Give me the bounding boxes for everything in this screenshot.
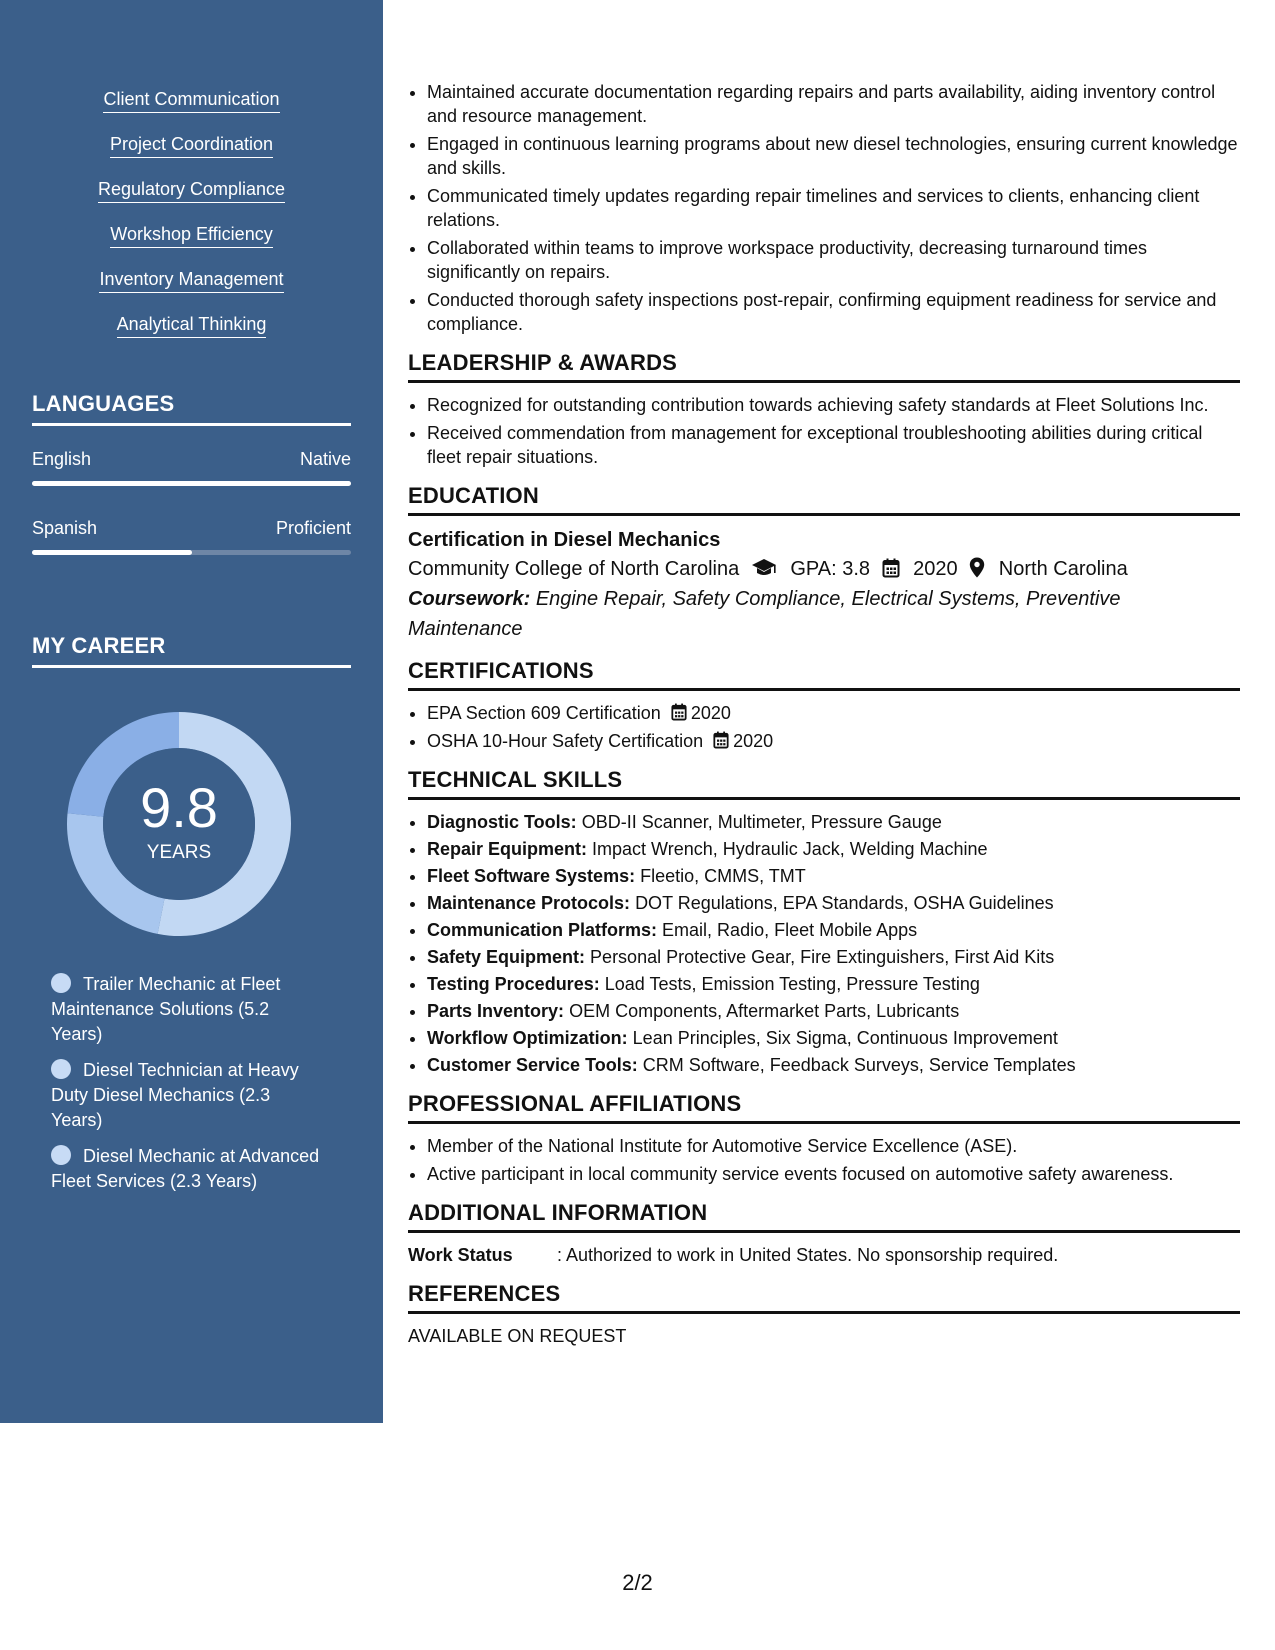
legend-dot-icon	[51, 1059, 71, 1079]
career-item	[51, 1058, 321, 1133]
technical-skills-list	[408, 810, 1240, 1077]
skill-item: Project Coordination	[110, 132, 273, 158]
education-gpa: GPA: 3.8	[790, 558, 871, 580]
skill-values: Email, Radio, Fleet Mobile Apps	[662, 920, 918, 940]
education-details	[408, 554, 1240, 584]
leadership-list	[408, 393, 1240, 469]
list-item	[427, 891, 1240, 915]
skill-values: CRM Software, Feedback Surveys, Service Templates	[642, 1055, 1076, 1075]
language-bar-fill	[32, 481, 351, 486]
skill-item: Inventory Management	[99, 267, 283, 293]
affiliations-list	[408, 1134, 1240, 1186]
skill-values: Lean Principles, Six Sigma, Continuous Improvement	[632, 1028, 1058, 1048]
skill-category: Customer Service Tools:	[427, 1055, 638, 1075]
list-item	[427, 972, 1240, 996]
section-title-technical-skills: TECHNICAL SKILLS	[408, 767, 1240, 800]
list-item: • Received commendation from management for exceptional troubleshooting abilities during critical fleet repair situations.	[427, 421, 1240, 469]
career-list	[51, 972, 321, 1205]
language-name: Spanish	[32, 518, 98, 538]
list-item	[427, 729, 1240, 753]
skill-values: DOT Regulations, EPA Standards, OSHA Guidelines	[635, 893, 1054, 913]
sidebar	[0, 0, 383, 1423]
list-item	[427, 1053, 1240, 1077]
certifications-list	[408, 701, 1240, 753]
skill-category: Communication Platforms:	[427, 920, 658, 940]
skill-category: Diagnostic Tools:	[427, 812, 577, 832]
list-item: • Active participant in local community service events focused on automotive safety awareness.	[427, 1162, 1240, 1186]
language-level: Native	[299, 449, 351, 469]
legend-dot-icon	[51, 973, 71, 993]
list-item	[427, 864, 1240, 888]
list-item: • Collaborated within teams to improve workspace productivity, decreasing turnaround times significantly on repairs.	[427, 236, 1240, 284]
skill-item: Regulatory Compliance	[98, 177, 285, 203]
references-text: AVAILABLE ON REQUEST	[408, 1326, 627, 1346]
section-title-additional-info: ADDITIONAL INFORMATION	[408, 1200, 1240, 1233]
skill-item: Analytical Thinking	[117, 312, 267, 338]
skill-values: OEM Components, Aftermarket Parts, Lubricants	[569, 1001, 960, 1021]
list-item	[427, 918, 1240, 942]
section-title-leadership: LEADERSHIP & AWARDS	[408, 350, 1240, 383]
career-item-text: Diesel Mechanic at Advanced Fleet Services (2.3 Years)	[51, 1146, 320, 1191]
skill-category: Maintenance Protocols:	[427, 893, 631, 913]
skill-item: Workshop Efficiency	[110, 222, 272, 248]
section-title-affiliations: PROFESSIONAL AFFILIATIONS	[408, 1091, 1240, 1124]
list-item: • Engaged in continuous learning programs about new diesel technologies, ensuring current knowledge and skills.	[427, 132, 1240, 180]
section-title-certifications: CERTIFICATIONS	[408, 658, 1240, 691]
career-heading: MY CAREER	[32, 633, 351, 668]
certification-name: EPA Section 609 Certification	[427, 703, 661, 723]
skill-values: OBD-II Scanner, Multimeter, Pressure Gauge	[581, 812, 942, 832]
section-title-references: REFERENCES	[408, 1281, 1240, 1314]
list-item	[427, 1026, 1240, 1050]
language-row	[32, 449, 351, 470]
skill-category: Fleet Software Systems:	[427, 866, 636, 886]
skill-values: Personal Protective Gear, Fire Extinguishers, First Aid Kits	[590, 947, 1055, 967]
education-coursework	[408, 584, 1240, 644]
career-item	[51, 972, 321, 1047]
experience-bullets	[408, 80, 1240, 336]
skill-item: Client Communication	[103, 87, 279, 113]
list-item	[427, 945, 1240, 969]
calendar-icon	[671, 703, 687, 721]
career-item-text: Trailer Mechanic at Fleet Maintenance Solutions (5.2 Years)	[51, 974, 281, 1044]
certification-year: 2020	[733, 731, 774, 751]
coursework-label: Coursework:	[408, 588, 531, 610]
list-item	[427, 999, 1240, 1023]
calendar-icon	[882, 558, 900, 578]
list-item	[427, 701, 1240, 725]
language-bar-fill	[32, 550, 192, 555]
map-pin-icon	[969, 557, 985, 578]
legend-dot-icon	[51, 1145, 71, 1165]
education-location: North Carolina	[998, 558, 1128, 580]
skill-category: Repair Equipment:	[427, 839, 588, 859]
language-name: English	[32, 449, 92, 469]
language-bar	[32, 481, 351, 486]
page-number: 2/2	[622, 1570, 653, 1595]
skill-values: Load Tests, Emission Testing, Pressure Testing	[604, 974, 980, 994]
career-total-unit: YEARS	[146, 842, 212, 863]
career-item	[51, 1144, 321, 1194]
language-level: Proficient	[275, 518, 351, 538]
work-status-label: Work Status	[408, 1245, 513, 1265]
main-content	[408, 80, 1240, 1348]
list-item	[427, 810, 1240, 834]
skill-category: Parts Inventory:	[427, 1001, 565, 1021]
list-item: • Conducted thorough safety inspections post-repair, confirming equipment readiness for service and compliance.	[427, 288, 1240, 336]
certification-name: OSHA 10-Hour Safety Certification	[427, 731, 704, 751]
skill-category: Safety Equipment:	[427, 947, 586, 967]
section-title-education: EDUCATION	[408, 483, 1240, 516]
graduation-cap-icon	[751, 558, 777, 578]
education-degree: Certification in Diesel Mechanics	[408, 529, 721, 551]
list-item: • Communicated timely updates regarding repair timelines and services to clients, enhancing client relations.	[427, 184, 1240, 232]
education-year: 2020	[913, 558, 958, 580]
career-total-value: 9.8	[140, 776, 218, 839]
list-item	[427, 837, 1240, 861]
calendar-icon	[713, 731, 729, 749]
work-status-value: : Authorized to work in United States. No sponsorship required.	[557, 1245, 1059, 1265]
career-donut-center	[67, 712, 291, 936]
skill-list	[0, 87, 383, 357]
coursework-value: Engine Repair, Safety Compliance, Electrical Systems, Preventive Maintenance	[408, 588, 1121, 640]
work-status-row	[408, 1243, 1240, 1267]
list-item: • Recognized for outstanding contribution towards achieving safety standards at Fleet Solutions Inc.	[427, 393, 1240, 417]
skill-values: Impact Wrench, Hydraulic Jack, Welding Machine	[592, 839, 988, 859]
skill-values: Fleetio, CMMS, TMT	[640, 866, 806, 886]
languages-heading: LANGUAGES	[32, 391, 351, 426]
education-school: Community College of North Carolina	[408, 558, 740, 580]
skill-category: Testing Procedures:	[427, 974, 600, 994]
language-bar	[32, 550, 351, 555]
list-item: • Member of the National Institute for Automotive Service Excellence (ASE).	[427, 1134, 1240, 1158]
career-item-text: Diesel Technician at Heavy Duty Diesel Mechanics (2.3 Years)	[51, 1060, 299, 1130]
language-row	[32, 518, 351, 539]
list-item: • Maintained accurate documentation regarding repairs and parts availability, aiding inventory control and resource management.	[427, 80, 1240, 128]
skill-category: Workflow Optimization:	[427, 1028, 628, 1048]
certification-year: 2020	[690, 703, 731, 723]
